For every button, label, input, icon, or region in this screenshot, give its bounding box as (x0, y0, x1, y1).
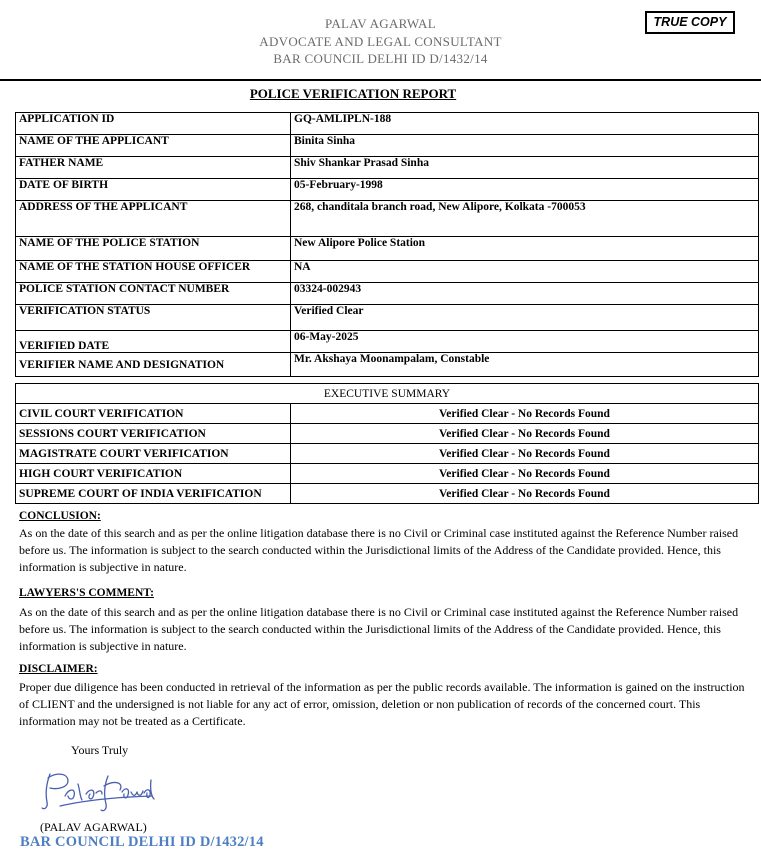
table-row (16, 201, 759, 237)
detail-label: ADDRESS OF THE APPLICANT (16, 201, 291, 237)
lawyers-comment-text: As on the date of this search and as per the online litigation database there is no Civil or Criminal case instituted against the Reference Number raised before us. The information is subject to the search conducted within the Jurisdictional limits of the Address of the Candidate provided. Hence, this information is subjective in nature. (19, 605, 739, 653)
detail-value: 06-May-2025 (291, 331, 759, 353)
letterhead-name: PALAV AGARWAL (325, 16, 436, 31)
table-row (16, 113, 759, 135)
executive-summary-table (15, 383, 759, 504)
table-row (16, 484, 759, 504)
detail-label: VERIFIED DATE (16, 331, 291, 353)
detail-label: FATHER NAME (16, 157, 291, 179)
report-title: POLICE VERIFICATION REPORT (249, 86, 457, 101)
summary-header-row (16, 384, 759, 404)
table-row (16, 331, 759, 353)
table-row (16, 283, 759, 305)
details-table (15, 112, 759, 377)
summary-label: HIGH COURT VERIFICATION (16, 464, 291, 484)
conclusion-heading: CONCLUSION: (19, 510, 101, 522)
signatory-name: (PALAV AGARWAL) (40, 820, 147, 834)
summary-value: Verified Clear - No Records Found (291, 444, 759, 464)
executive-summary-title: EXECUTIVE SUMMARY (16, 384, 759, 404)
table-row (16, 444, 759, 464)
summary-value: Verified Clear - No Records Found (291, 424, 759, 444)
detail-label: DATE OF BIRTH (16, 179, 291, 201)
summary-label: SUPREME COURT OF INDIA VERIFICATION (16, 484, 291, 504)
header-divider (0, 79, 761, 81)
handwritten-signature (38, 766, 158, 816)
detail-value: Verified Clear (291, 305, 759, 331)
letterhead-title: ADVOCATE AND LEGAL CONSULTANT (259, 34, 502, 49)
table-row (16, 237, 759, 261)
detail-value: GQ-AMLIPLN-188 (291, 113, 759, 135)
detail-value: 05-February-1998 (291, 179, 759, 201)
detail-value: NA (291, 261, 759, 283)
conclusion-text: As on the date of this search and as per the online litigation database there is no Civil or Criminal case instituted against the Reference Number raised before us. The information is subject to the search conducted within the Jurisdictional limits of the Address of the Candidate provided. Hence, this information is subjective in nature. (19, 526, 739, 574)
detail-label: NAME OF THE STATION HOUSE OFFICER (16, 261, 291, 283)
detail-value: 03324-002943 (291, 283, 759, 305)
summary-value: Verified Clear - No Records Found (291, 404, 759, 424)
disclaimer-text: Proper due diligence has been conducted in retrieval of the information as per the public records available. The information is gained on the instruction of CLIENT and the undersigned is not liable for any act of error, omission, deletion or non publication of records of the concerned court. This information may not be treated as a Certificate. (19, 680, 745, 728)
closing-text: Yours Truly (71, 743, 129, 757)
summary-label: SESSIONS COURT VERIFICATION (16, 424, 291, 444)
detail-label: NAME OF THE APPLICANT (16, 135, 291, 157)
lawyers-comment-heading: LAWYERS'S COMMENT: (19, 587, 154, 599)
detail-label: VERIFICATION STATUS (16, 305, 291, 331)
table-row (16, 464, 759, 484)
table-row (16, 353, 759, 377)
table-row (16, 424, 759, 444)
table-row (16, 157, 759, 179)
table-row (16, 179, 759, 201)
detail-value: Binita Sinha (291, 135, 759, 157)
summary-label: MAGISTRATE COURT VERIFICATION (16, 444, 291, 464)
table-row (16, 305, 759, 331)
detail-label: POLICE STATION CONTACT NUMBER (16, 283, 291, 305)
summary-value: Verified Clear - No Records Found (291, 484, 759, 504)
signatory-bar-id: BAR COUNCIL DELHI ID D/1432/14 (20, 834, 264, 850)
detail-value: New Alipore Police Station (291, 237, 759, 261)
table-row (16, 261, 759, 283)
detail-value: Shiv Shankar Prasad Sinha (291, 157, 759, 179)
detail-label: VERIFIER NAME AND DESIGNATION (16, 353, 291, 377)
detail-value: Mr. Akshaya Moonampalam, Constable (291, 353, 759, 377)
table-row (16, 135, 759, 157)
detail-value: 268, chanditala branch road, New Alipore, Kolkata -700053 (291, 201, 759, 237)
detail-label: NAME OF THE POLICE STATION (16, 237, 291, 261)
disclaimer-heading: DISCLAIMER: (19, 663, 98, 675)
letterhead-bar-id: BAR COUNCIL DELHI ID D/1432/14 (273, 51, 488, 66)
summary-label: CIVIL COURT VERIFICATION (16, 404, 291, 424)
true-copy-stamp: TRUE COPY (645, 11, 735, 34)
detail-label: APPLICATION ID (16, 113, 291, 135)
summary-value: Verified Clear - No Records Found (291, 464, 759, 484)
table-row (16, 404, 759, 424)
